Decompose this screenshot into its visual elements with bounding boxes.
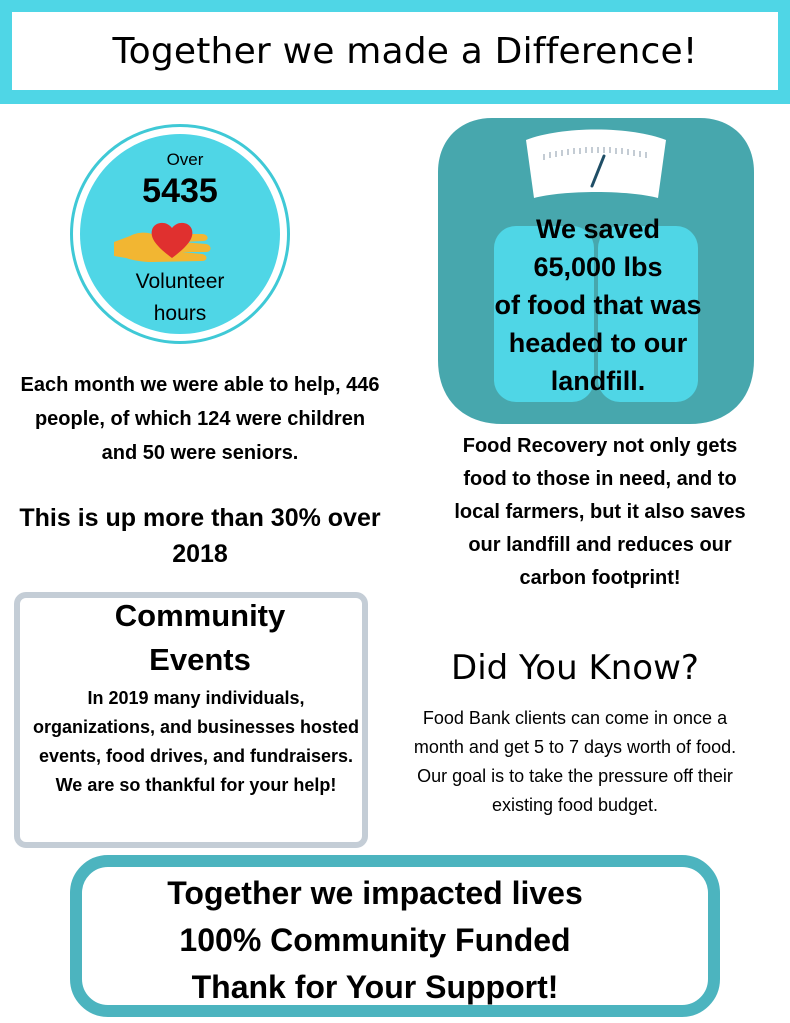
footer-line2: 100% Community Funded xyxy=(179,922,571,958)
volunteer-hours-label xyxy=(105,266,255,330)
header-banner xyxy=(0,0,790,104)
community-events-title xyxy=(40,594,360,682)
volunteer-label-line1: Volunteer xyxy=(135,270,225,293)
food-saved-line5: landfill. xyxy=(550,366,646,396)
community-events-text: In 2019 many individuals, organizations, and businesses hosted events, food drives, and fundraisers. We are so thankful for your help! xyxy=(32,688,360,795)
food-saved-text xyxy=(468,210,728,400)
did-you-know-text: Food Bank clients can come in once a month and get 5 to 7 days worth of food. Our goal is to take the pressure off their existing food budget. xyxy=(413,708,737,815)
community-title-line1: Community xyxy=(114,598,286,633)
volunteer-over-text: Over xyxy=(166,150,204,169)
footer-line3: Thank for Your Support! xyxy=(191,969,559,1005)
footer-text xyxy=(80,870,670,1011)
food-saved-line2: 65,000 lbs xyxy=(533,252,663,282)
food-saved-line3: of food that was xyxy=(494,290,702,320)
food-recovery-text: Food Recovery not only gets food to those in need, and to local farmers, but it also saves our landfill and reduces our carbon footprint! xyxy=(454,435,746,589)
hand-heart-icon xyxy=(112,212,216,264)
community-title-line2: Events xyxy=(149,642,251,677)
page-title: Together we made a Difference! xyxy=(112,30,698,72)
did-you-know-title: Did You Know? xyxy=(451,648,699,688)
footer-line1: Together we impacted lives xyxy=(167,875,583,911)
people-helped-text: Each month we were able to help, 446 people, of which 124 were children and 50 were seniors. xyxy=(20,374,380,464)
increase-highlight: This is up more than 30% over 2018 xyxy=(19,504,381,568)
food-saved-line1: We saved xyxy=(535,214,661,244)
food-saved-line4: headed to our xyxy=(508,328,688,358)
header-inner xyxy=(12,12,778,90)
volunteer-label-line2: hours xyxy=(153,302,207,325)
volunteer-hours-number: 5435 xyxy=(142,172,218,210)
